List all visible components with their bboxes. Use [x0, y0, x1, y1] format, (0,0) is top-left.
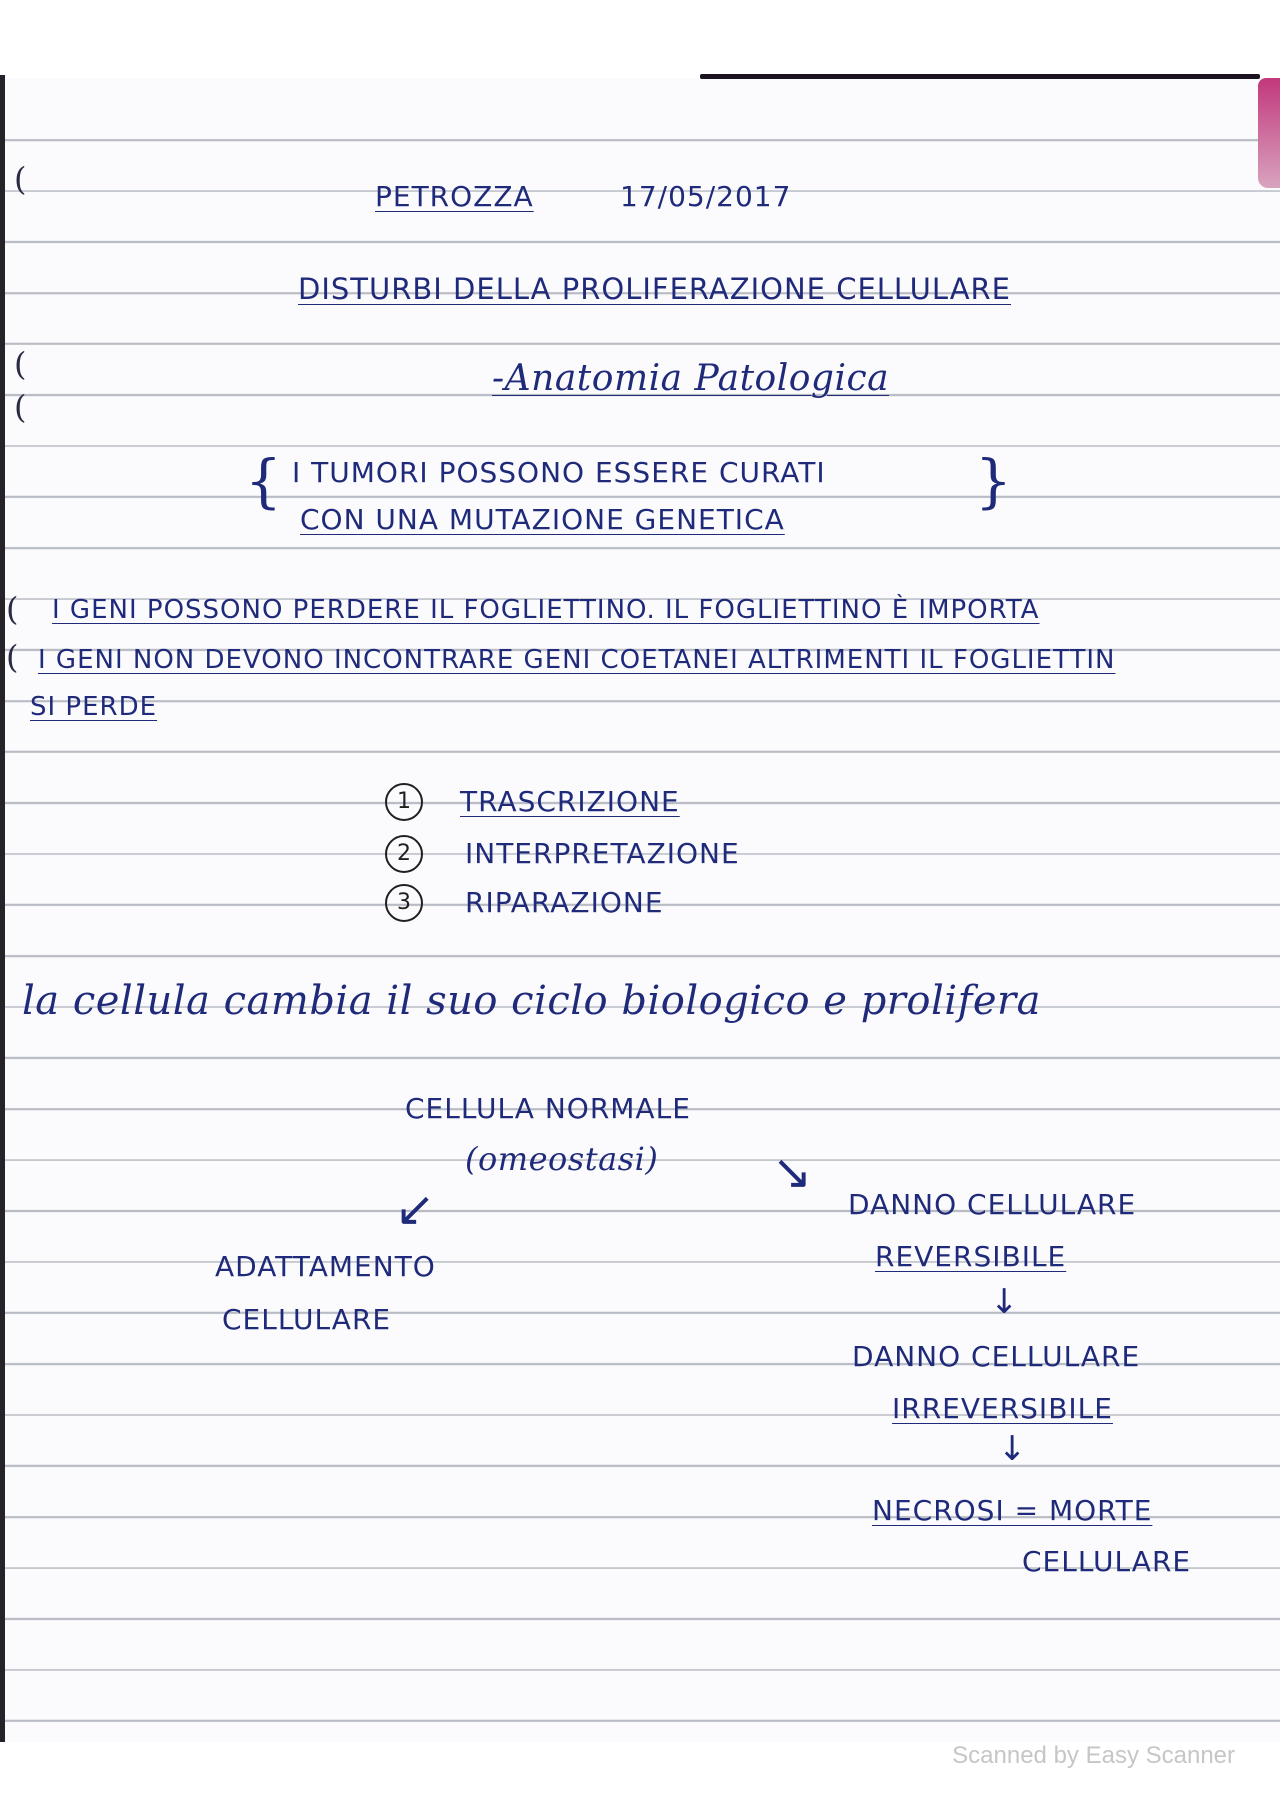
notebook-cover-edge: [700, 74, 1260, 79]
note-author: PETROZZA: [375, 180, 534, 213]
binding-ring-mark: (: [14, 388, 27, 426]
diagram-right-2-line-1: DANNO CELLULARE: [852, 1340, 1141, 1373]
binding-ring-mark: (: [14, 345, 27, 383]
step-label-3: RIPARAZIONE: [465, 886, 664, 919]
step-label-1: TRASCRIZIONE: [460, 785, 680, 818]
paragraph-line-2: I GENI NON DEVONO INCONTRARE GENI COETANEI ALTRIMENTI IL FOGLIETTIN: [38, 645, 1116, 675]
arrow-to-right-branch: ↘: [772, 1144, 813, 1200]
step-label-2: INTERPRETAZIONE: [465, 837, 740, 870]
binding-ring-mark: (: [6, 590, 19, 628]
statement-line-1: I TUMORI POSSONO ESSERE CURATI: [292, 456, 826, 489]
note-title-text: DISTURBI DELLA PROLIFERAZIONE CELLULARE: [298, 272, 1012, 306]
diagram-right-1-line-2: REVERSIBILE: [875, 1240, 1067, 1273]
arrow-down-2: ↓: [998, 1429, 1027, 1469]
diagram-left-line-2: CELLULARE: [222, 1303, 392, 1336]
diagram-left-line-1: ADATTAMENTO: [215, 1250, 436, 1283]
note-sentence: la cellula cambia il suo ciclo biologico e prolifera: [22, 978, 1042, 1024]
statement-line-2: CON UNA MUTAZIONE GENETICA: [300, 503, 785, 536]
right-brace: }: [975, 447, 1012, 515]
note-date: 17/05/2017: [620, 180, 792, 213]
step-number-1: 1: [385, 783, 423, 821]
scanner-watermark: Scanned by Easy Scanner: [952, 1742, 1235, 1769]
diagram-root-line-1: CELLULA NORMALE: [405, 1092, 691, 1125]
note-subject: -Anatomia Patologica: [492, 358, 890, 399]
arrow-to-left-branch: ↙: [395, 1181, 436, 1237]
diagram-right-3-line-2: CELLULARE: [1022, 1545, 1192, 1578]
diagram-right-2-line-2: IRREVERSIBILE: [892, 1392, 1113, 1425]
diagram-root-line-2: (omeostasi): [465, 1140, 659, 1178]
paragraph-line-3: SI PERDE: [30, 692, 158, 722]
notebook-spine: [0, 75, 5, 1775]
left-brace: {: [245, 447, 282, 515]
diagram-right-3-line-1: NECROSI = MORTE: [872, 1494, 1153, 1527]
arrow-down-1: ↓: [990, 1282, 1019, 1322]
paragraph-line-1: I GENI POSSONO PERDERE IL FOGLIETTINO. IL FOGLIETTINO È IMPORTA: [52, 595, 1040, 625]
page-top-margin: [0, 0, 1280, 78]
diagram-right-1-line-1: DANNO CELLULARE: [848, 1188, 1137, 1221]
page-corner-tab: [1258, 78, 1280, 188]
step-number-3: 3: [385, 884, 423, 922]
binding-ring-mark: (: [14, 160, 27, 198]
binding-ring-mark: (: [6, 638, 19, 676]
step-number-2: 2: [385, 835, 423, 873]
